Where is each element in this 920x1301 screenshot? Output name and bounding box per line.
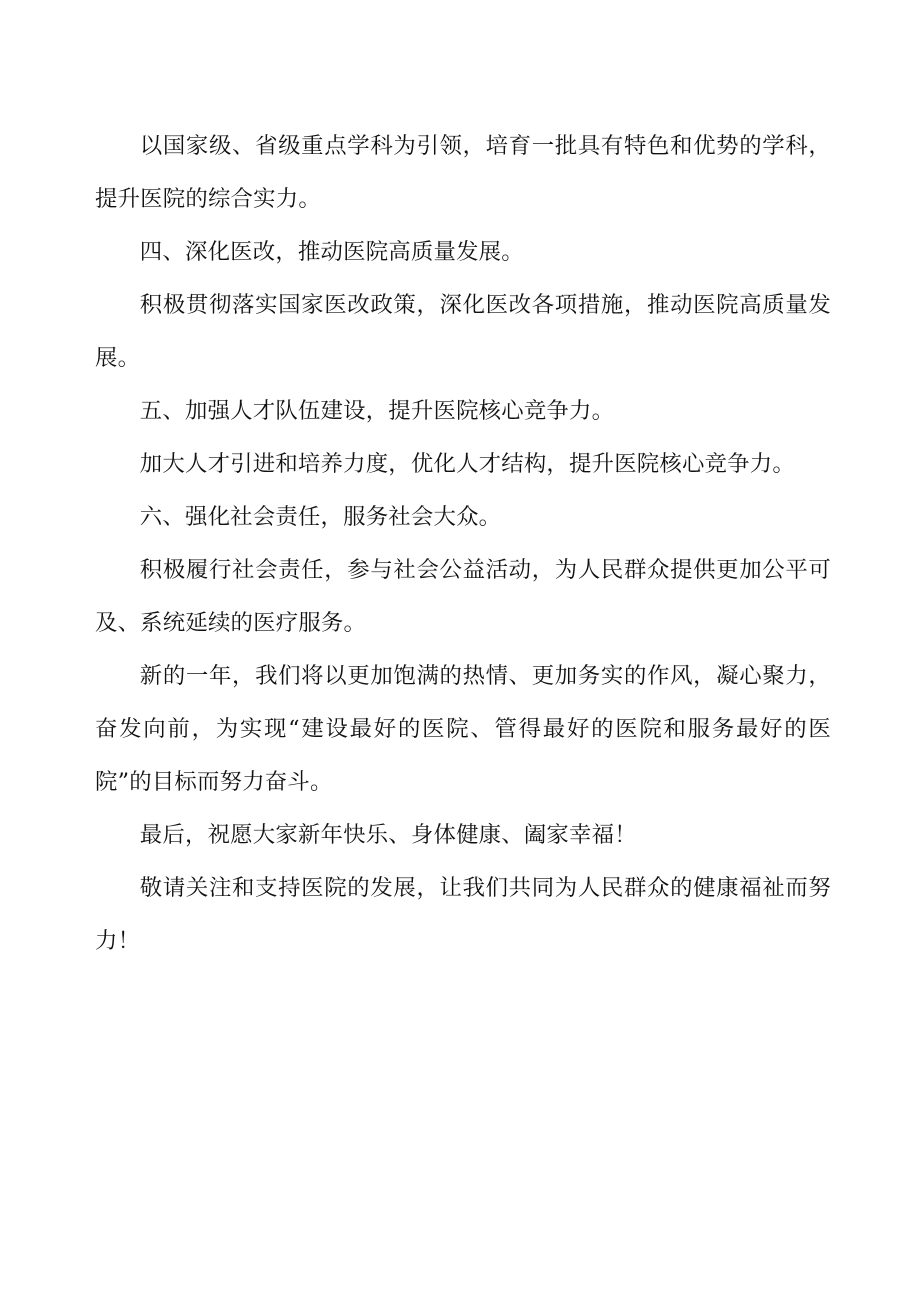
paragraph-closing: 敬请关注和支持医院的发展，让我们共同为人民群众的健康福祉而努力！ bbox=[95, 875, 831, 954]
paragraph-talent: 加大人才引进和培养力度，优化人才结构，提升医院核心竞争力。 bbox=[139, 451, 795, 477]
heading-section-6: 六、强化社会责任，服务社会大众。 bbox=[139, 504, 502, 530]
document-page bbox=[95, 120, 831, 968]
paragraph-social-responsibility: 积极履行社会责任，参与社会公益活动，为人民群众提供更加公平可及、系统延续的医疗服务。 bbox=[95, 557, 831, 636]
heading-section-4: 四、深化医改，推动医院高质量发展。 bbox=[139, 239, 524, 265]
paragraph-new-year: 新的一年，我们将以更加饱满的热情、更加务实的作风，凝心聚力，奋发向前，为实现“建设最好的医院、管得最好的医院和服务最好的医院”的目标而努力奋斗。 bbox=[95, 663, 831, 795]
heading-section-5: 五、加强人才队伍建设，提升医院核心竞争力。 bbox=[139, 398, 615, 424]
paragraph-medical-reform: 积极贯彻落实国家医改政策，深化医改各项措施，推动医院高质量发展。 bbox=[95, 292, 831, 371]
paragraph-discipline-building: 以国家级、省级重点学科为引领，培育一批具有特色和优势的学科，提升医院的综合实力。 bbox=[95, 133, 831, 212]
paragraph-greetings: 最后，祝愿大家新年快乐、身体健康、阖家幸福！ bbox=[139, 822, 637, 848]
